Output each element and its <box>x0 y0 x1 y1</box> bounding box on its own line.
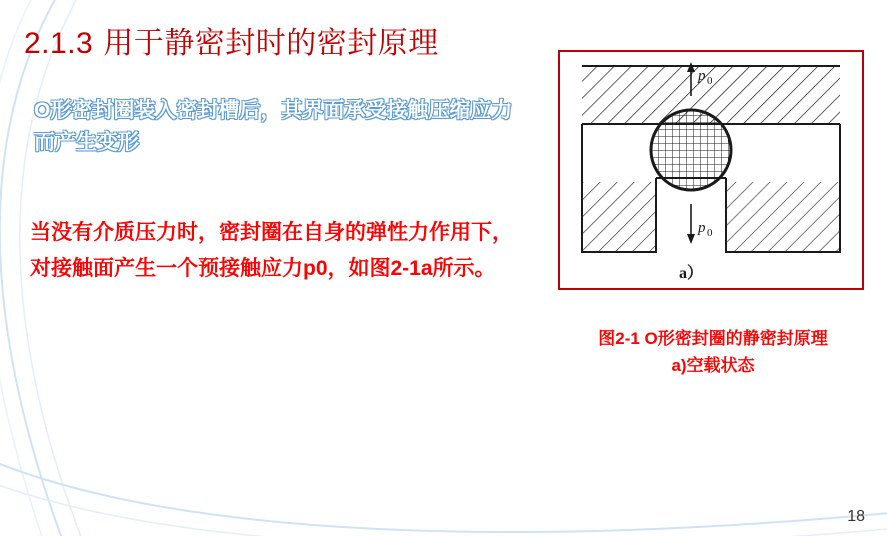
figure-caption <box>558 325 868 379</box>
page-title <box>24 18 439 62</box>
svg-text:0: 0 <box>707 75 713 87</box>
paragraph-red: 当没有介质压力时，密封圈在自身的弹性力作用下，对接触面产生一个预接触应力p0，如图2-1a所示。 <box>30 221 513 280</box>
figure-caption-line2: a)空载状态 <box>671 356 755 375</box>
figure-label-top: p <box>698 68 706 84</box>
figure-sublabel: a） <box>678 265 704 282</box>
page-title-text: 用于静密封时的密封原理 <box>103 27 439 60</box>
figure-label-bottom: p <box>698 220 706 236</box>
page-number: 18 <box>847 508 865 525</box>
figure-caption-line1: 图2-1 O形密封圈的静密封原理 <box>598 329 828 348</box>
figure-diagram <box>558 50 864 290</box>
decorative-swoosh-bottom <box>0 420 887 536</box>
svg-text:0: 0 <box>707 227 713 239</box>
page-title-number: 2.1.3 <box>24 27 94 60</box>
paragraph-blue: O形密封圈装入密封槽后，其界面承受接触压缩应力而产生变形 <box>34 99 513 154</box>
